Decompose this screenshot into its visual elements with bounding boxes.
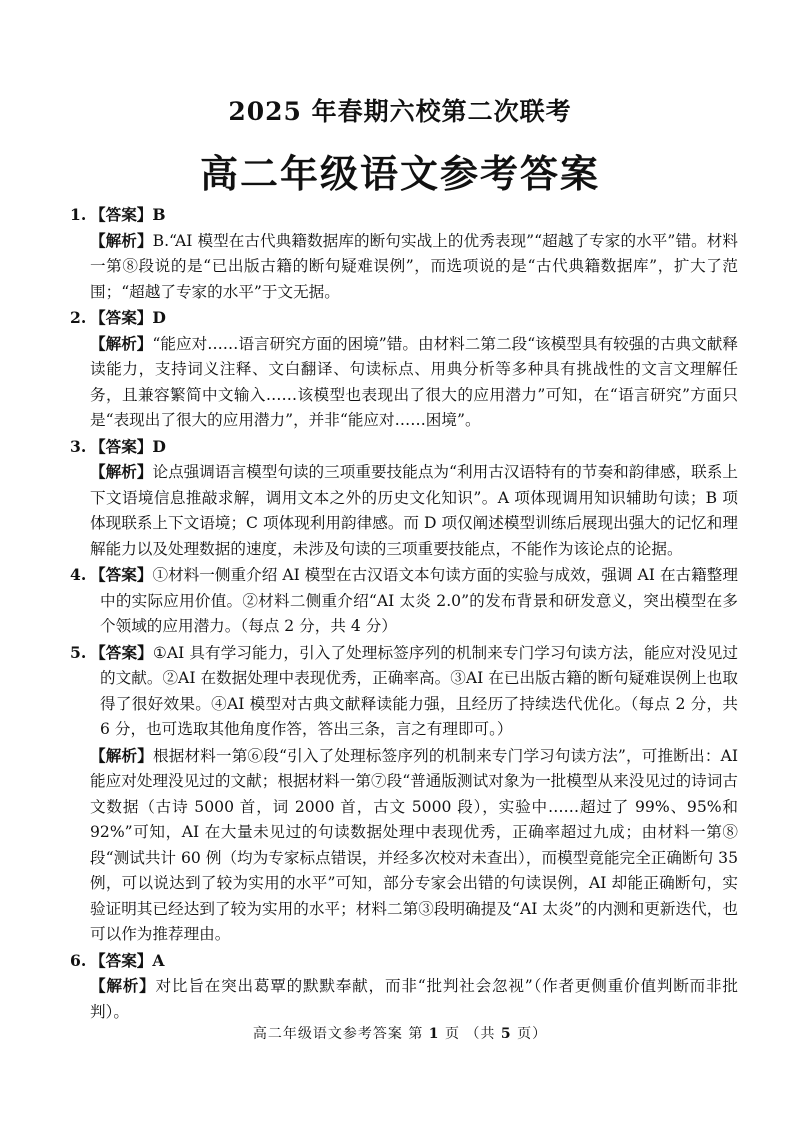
answer-line <box>70 434 738 460</box>
question-number: 6. <box>70 950 87 970</box>
analysis-tag: 【解析】 <box>90 230 153 250</box>
answer-text: ①AI 具有学习能力，引入了处理标签序列的机制来专门学习句读方法，能应对没见过的文献。②AI 在数据处理中表现优秀，正确率高。③AI 在已出版古籍的断句疑难误例上也取得了很好效果。④AI 模型对古典文献释读能力强，且经历了持续迭代优化。（每点 2 分，共 6 分，也可选取其他角度作答，答出三条，言之有理即可。） <box>100 643 738 738</box>
analysis-tag: 【解析】 <box>90 462 153 481</box>
question-2 <box>70 305 738 434</box>
analysis-text: “能应对……语言研究方面的困境”错。由材料二第二段“该模型具有较强的古典文献释读能力，支持词义注释、文白翻译、句读标点、用典分析等多种具有挑战性的文言文理解任务，且兼容繁简中文输入……该模型也表现出了很大的应用潜力”可知，在“语言研究”方面只是“表现出了很大的应用潜力”，并非“能应对……困境”。 <box>90 334 738 429</box>
analysis-tag: 【解析】 <box>90 976 156 995</box>
analysis-paragraph <box>70 973 738 1025</box>
footer-total-prefix: （共 <box>465 1026 496 1042</box>
answer-paragraph <box>70 562 738 640</box>
analysis-tag: 【解析】 <box>90 745 154 765</box>
analysis-text: 对比旨在突出葛覃的默默奉献，而非“批判社会忽视”（作者更侧重价值判断而非批判）。 <box>90 977 738 1021</box>
question-number: 5. <box>70 642 87 662</box>
analysis-paragraph <box>70 459 738 562</box>
answer-value: B <box>152 205 166 224</box>
question-4 <box>70 562 738 640</box>
footer-title: 高二年级语文参考答案 <box>252 1026 403 1042</box>
analysis-text: 论点强调语言模型句读的三项重要技能点为“利用古汉语特有的节奏和韵律感，联系上下文语境信息推敲求解，调用文本之外的历史文化知识”。A 项体现调用知识辅助句读；B 项体现联系上下文语境；C 项体现利用韵律感。而 D 项仅阐述模型训练后展现出强大的记忆和理解能力以及处理数据的速度，未涉及句读的三项重要技能点，不能作为该论点的论据。 <box>90 463 738 558</box>
answer-tag: 【答案】 <box>90 436 153 456</box>
answer-line <box>70 305 738 331</box>
answer-value: D <box>152 436 166 456</box>
answer-line <box>70 948 738 974</box>
answer-list <box>70 202 738 1025</box>
page-title: 高二年级语文参考答案 <box>199 152 600 196</box>
footer-page-prefix: 第 <box>408 1026 424 1042</box>
analysis-tag: 【解析】 <box>90 333 153 353</box>
question-3 <box>70 434 738 563</box>
analysis-paragraph <box>70 331 738 434</box>
answer-tag: 【答案】 <box>90 565 153 584</box>
footer-page-number: 1 <box>428 1026 440 1042</box>
answer-tag: 【答案】 <box>90 308 153 327</box>
footer-total-suffix: 页） <box>517 1026 548 1042</box>
analysis-paragraph <box>70 228 738 306</box>
answer-tag: 【答案】 <box>90 205 153 224</box>
question-5 <box>70 640 738 948</box>
question-number: 4. <box>70 565 87 584</box>
answer-tag: 【答案】 <box>90 642 153 662</box>
question-1 <box>70 202 738 305</box>
answer-text: ①材料一侧重介绍 AI 模型在古汉语文本句读方面的实验与成效，强调 AI 在古籍整理中的实际应用价值。②材料二侧重介绍“AI 太炎 2.0”的发布背景和研发意义，突出模型在多个领域的应用潜力。（每点 2 分，共 4 分） <box>100 566 738 635</box>
page-footer <box>0 1023 800 1043</box>
analysis-text: 根据材料一第⑥段“引入了处理标签序列的机制来专门学习句读方法”，可推断出：AI 能应对处理没见过的文献；根据材料一第⑦段“普通版测试对象为一批模型从来没见过的诗词古文数据（古诗 5000 首，词 2000 首，古文 5000 段），实验中……超过了 99%、95%和 92%”可知，AI 在大量未见过的句读数据处理中表现优秀，正确率超过九成；由材料一第⑧段“测试共计 60 例（均为专家标点错误，并经多次校对未查出），而模型竟能完全正确断句 35 例，可以说达到了较为实用的水平”可知，部分专家会出错的句读误例，AI 却能正确断句，实验证明其已经达到了较为实用的水平；材料二第③段明确提及“AI 太炎”的内测和更新迭代，也可以作为推荐理由。 <box>90 746 738 943</box>
answer-line <box>70 202 738 228</box>
question-number: 3. <box>70 436 87 456</box>
question-number: 1. <box>70 205 87 224</box>
exam-title: 2025 年春期六校第二次联考 <box>228 97 572 126</box>
answer-value: A <box>152 950 165 970</box>
question-6 <box>70 948 738 1026</box>
answer-value: D <box>152 308 166 327</box>
question-number: 2. <box>70 308 87 327</box>
answer-tag: 【答案】 <box>90 950 153 970</box>
footer-page-suffix: 页 <box>445 1026 460 1042</box>
footer-total-number: 5 <box>500 1026 512 1042</box>
answer-paragraph <box>70 640 738 743</box>
analysis-paragraph <box>70 743 738 948</box>
analysis-text: B.“AI 模型在古代典籍数据库的断句实战上的优秀表现”“超越了专家的水平”错。材料一第⑧段说的是“已出版古籍的断句疑难误例”，而选项说的是“古代典籍数据库”，扩大了范围；“超越了专家的水平”于文无据。 <box>90 231 738 301</box>
